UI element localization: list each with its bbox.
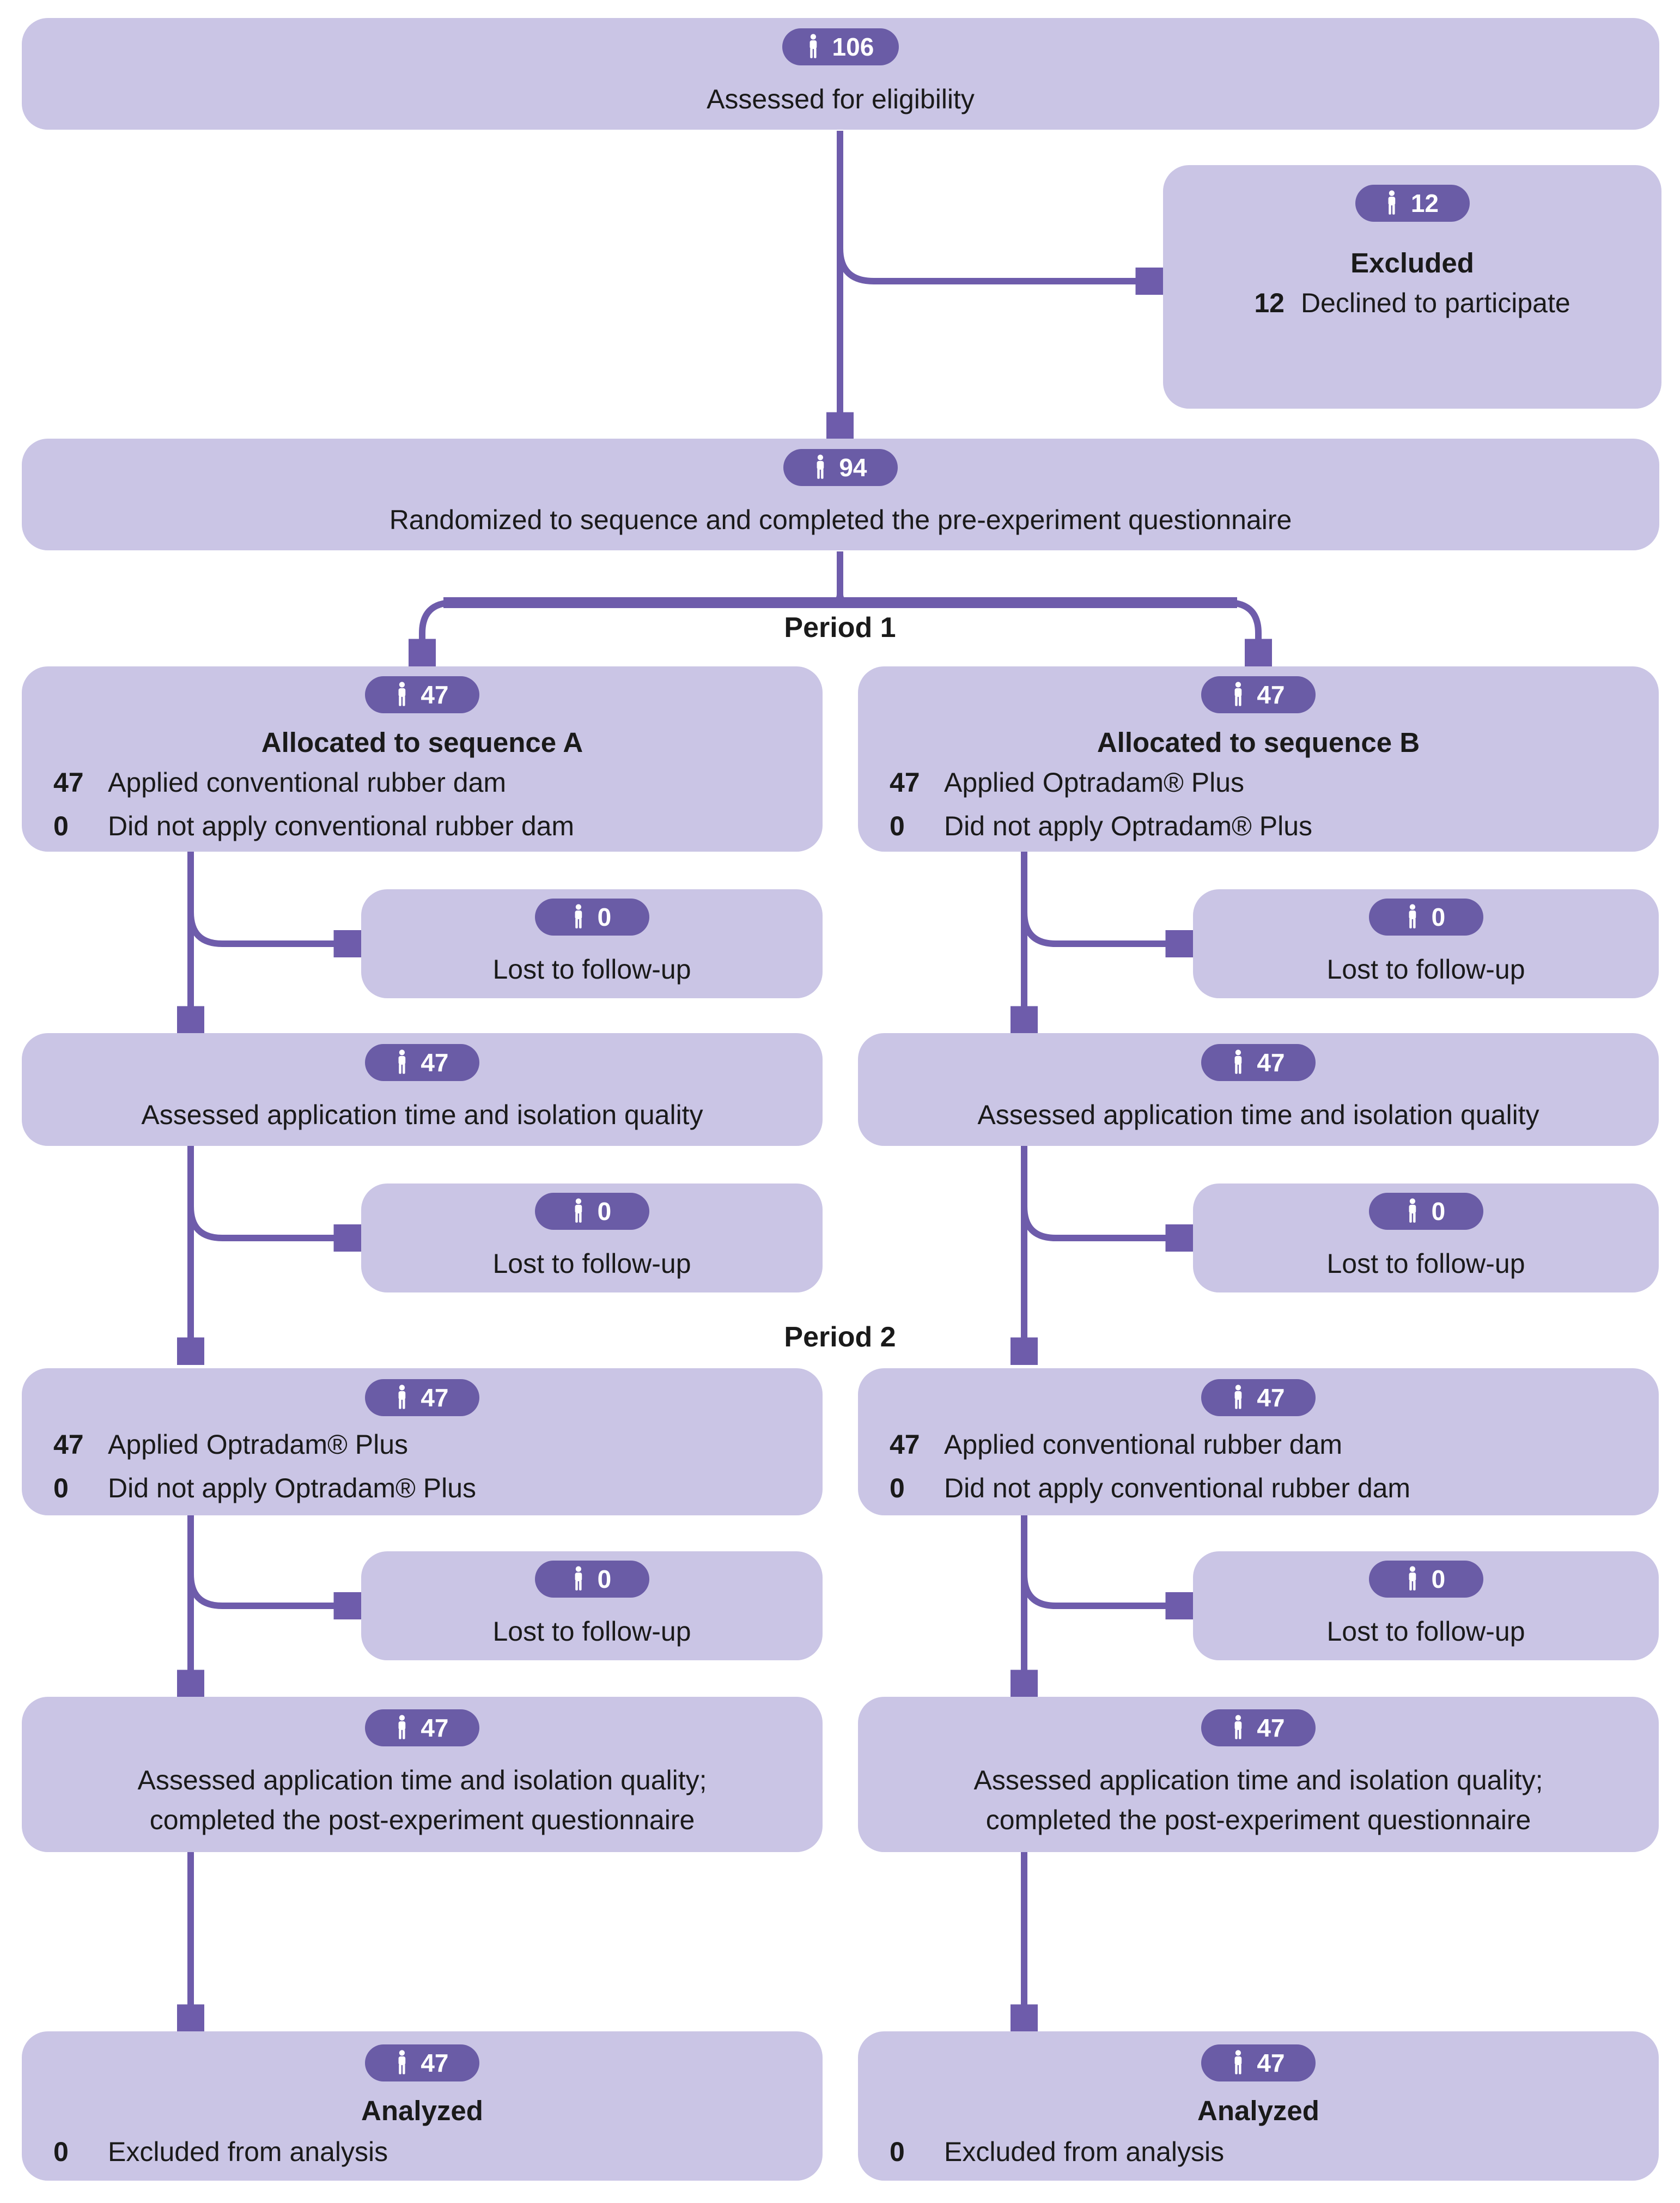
stat-text: Declined to participate bbox=[1300, 288, 1571, 318]
person-icon bbox=[396, 682, 408, 708]
stat-row bbox=[890, 1472, 1627, 1504]
count-badge bbox=[782, 28, 899, 65]
node-eligibility bbox=[22, 18, 1659, 130]
count-badge bbox=[535, 1193, 649, 1230]
arrow-branch-lostB2 bbox=[1024, 1206, 1185, 1238]
node-analyzed-a bbox=[22, 2031, 823, 2181]
stat-text: Excluded from analysis bbox=[108, 2136, 388, 2167]
node-post-experiment-a bbox=[22, 1697, 823, 1852]
arrow-branch-lostB1 bbox=[1024, 912, 1185, 944]
node-text: Lost to follow-up bbox=[492, 1616, 691, 1647]
stat-text: Excluded from analysis bbox=[944, 2136, 1225, 2167]
person-icon bbox=[1232, 682, 1244, 708]
node-text: Lost to follow-up bbox=[492, 1248, 691, 1279]
count-badge bbox=[365, 1379, 479, 1416]
arrow-branch-lostA2 bbox=[191, 1206, 353, 1238]
node-text bbox=[137, 1761, 707, 1840]
badge-count: 47 bbox=[1257, 1714, 1285, 1742]
node-assessed-b bbox=[858, 1033, 1659, 1146]
person-icon bbox=[396, 1715, 408, 1741]
badge-count: 47 bbox=[421, 1383, 449, 1412]
node-lost-followup-a3 bbox=[361, 1551, 823, 1660]
node-text: Assessed application time and isolation quality bbox=[977, 1100, 1539, 1131]
fork-arrow-left bbox=[422, 551, 840, 658]
person-icon bbox=[1232, 2050, 1244, 2076]
count-badge bbox=[365, 2044, 479, 2081]
stat-row bbox=[890, 766, 1627, 799]
node-lost-followup-b3 bbox=[1193, 1551, 1659, 1660]
badge-count: 0 bbox=[1431, 1564, 1446, 1593]
count-badge bbox=[365, 1044, 479, 1081]
stat-text: Applied conventional rubber dam bbox=[108, 767, 507, 798]
node-excluded bbox=[1163, 165, 1661, 409]
node-lost-followup-a1 bbox=[361, 889, 823, 998]
stat-text: Applied conventional rubber dam bbox=[944, 1429, 1343, 1460]
count-badge bbox=[1201, 1709, 1316, 1746]
arrow-branch-lostA3 bbox=[191, 1574, 353, 1606]
node-lost-followup-b1 bbox=[1193, 889, 1659, 998]
node-allocated-sequence-a bbox=[22, 666, 823, 852]
stat-row bbox=[53, 766, 791, 799]
node-title: Allocated to sequence A bbox=[261, 726, 583, 758]
count-badge bbox=[783, 449, 898, 486]
stat-number: 0 bbox=[890, 1473, 905, 1503]
person-icon bbox=[573, 1566, 585, 1592]
node-title: Analyzed bbox=[361, 2095, 483, 2126]
node-lost-followup-a2 bbox=[361, 1184, 823, 1292]
node-text: Assessed for eligibility bbox=[707, 84, 975, 115]
count-badge bbox=[535, 1561, 649, 1598]
node-title: Excluded bbox=[1350, 247, 1474, 278]
person-icon bbox=[1407, 1198, 1419, 1224]
stat-number: 0 bbox=[53, 2136, 69, 2167]
person-icon bbox=[814, 454, 826, 481]
arrow-branch-to-excluded bbox=[840, 248, 1155, 281]
badge-count: 0 bbox=[597, 902, 612, 931]
node-text-line1: Assessed application time and isolation quality; bbox=[137, 1765, 707, 1795]
count-badge bbox=[365, 1709, 479, 1746]
node-period2-a bbox=[22, 1368, 823, 1515]
count-badge bbox=[1355, 185, 1470, 222]
stat-number: 0 bbox=[53, 1473, 69, 1503]
count-badge bbox=[365, 676, 479, 713]
badge-count: 47 bbox=[1257, 1383, 1285, 1412]
count-badge bbox=[1201, 1044, 1316, 1081]
stat-text: Did not apply conventional rubber dam bbox=[944, 1473, 1411, 1503]
stat-number: 47 bbox=[53, 1429, 84, 1460]
count-badge bbox=[1201, 2044, 1316, 2081]
stat-row bbox=[890, 1428, 1627, 1461]
node-text bbox=[973, 1761, 1543, 1840]
badge-count: 47 bbox=[1257, 680, 1285, 709]
badge-count: 47 bbox=[421, 2048, 449, 2077]
person-icon bbox=[1232, 1715, 1244, 1741]
stat-text: Did not apply Optradam® Plus bbox=[944, 810, 1313, 841]
badge-count: 47 bbox=[421, 680, 449, 709]
stat-number: 12 bbox=[1254, 288, 1285, 318]
badge-count: 47 bbox=[1257, 1048, 1285, 1077]
node-analyzed-b bbox=[858, 2031, 1659, 2181]
badge-count: 0 bbox=[597, 1197, 612, 1225]
node-text: Lost to follow-up bbox=[492, 954, 691, 985]
node-text: Lost to follow-up bbox=[1326, 954, 1525, 985]
arrow-branch-lostA1 bbox=[191, 912, 353, 944]
count-badge bbox=[1369, 899, 1483, 936]
person-icon bbox=[1232, 1385, 1244, 1411]
period-2-label: Period 2 bbox=[784, 1321, 896, 1353]
node-text: Lost to follow-up bbox=[1326, 1616, 1525, 1647]
arrow-branch-lostB3 bbox=[1024, 1574, 1185, 1606]
node-title: Allocated to sequence B bbox=[1097, 726, 1420, 758]
node-text: Lost to follow-up bbox=[1326, 1248, 1525, 1279]
count-badge bbox=[1369, 1193, 1483, 1230]
badge-count: 47 bbox=[1257, 2048, 1285, 2077]
stat-row bbox=[1185, 287, 1640, 319]
badge-count: 47 bbox=[421, 1048, 449, 1077]
person-icon bbox=[1232, 1049, 1244, 1076]
badge-count: 47 bbox=[421, 1714, 449, 1742]
node-randomized bbox=[22, 439, 1659, 550]
node-text: Randomized to sequence and completed the pre-experiment questionnaire bbox=[389, 505, 1292, 536]
person-icon bbox=[807, 34, 819, 60]
badge-count: 0 bbox=[1431, 902, 1446, 931]
person-icon bbox=[573, 904, 585, 930]
node-text: Assessed application time and isolation quality bbox=[141, 1100, 703, 1131]
person-icon bbox=[1407, 904, 1419, 930]
stat-number: 47 bbox=[890, 1429, 920, 1460]
stat-number: 0 bbox=[890, 2136, 905, 2167]
count-badge bbox=[1369, 1561, 1483, 1598]
person-icon bbox=[396, 1049, 408, 1076]
stat-row bbox=[53, 810, 791, 842]
node-title: Analyzed bbox=[1197, 2095, 1319, 2126]
node-text-line2: completed the post-experiment questionnaire bbox=[985, 1804, 1531, 1835]
stat-number: 0 bbox=[53, 810, 69, 841]
node-text-line1: Assessed application time and isolation quality; bbox=[973, 1765, 1543, 1795]
stat-row bbox=[53, 1472, 791, 1504]
count-badge bbox=[535, 899, 649, 936]
stat-number: 0 bbox=[890, 810, 905, 841]
badge-count: 94 bbox=[839, 453, 867, 482]
stat-number: 47 bbox=[53, 767, 84, 798]
stat-text: Applied Optradam® Plus bbox=[108, 1429, 409, 1460]
stat-text: Applied Optradam® Plus bbox=[944, 767, 1245, 798]
stat-text: Did not apply Optradam® Plus bbox=[108, 1473, 477, 1503]
node-assessed-a bbox=[22, 1033, 823, 1146]
stat-row bbox=[890, 2135, 1627, 2168]
count-badge bbox=[1201, 676, 1316, 713]
stat-row bbox=[53, 1428, 791, 1461]
badge-count: 12 bbox=[1410, 189, 1439, 217]
node-post-experiment-b bbox=[858, 1697, 1659, 1852]
person-icon bbox=[396, 2050, 408, 2076]
fork-arrow-right bbox=[840, 551, 1258, 658]
badge-count: 0 bbox=[1431, 1197, 1446, 1225]
person-icon bbox=[1386, 190, 1398, 216]
count-badge bbox=[1201, 1379, 1316, 1416]
node-lost-followup-b2 bbox=[1193, 1184, 1659, 1292]
stat-number: 47 bbox=[890, 767, 920, 798]
node-period2-b bbox=[858, 1368, 1659, 1515]
badge-count: 0 bbox=[597, 1564, 612, 1593]
period-1-label: Period 1 bbox=[784, 612, 896, 644]
person-icon bbox=[1407, 1566, 1419, 1592]
person-icon bbox=[396, 1385, 408, 1411]
node-allocated-sequence-b bbox=[858, 666, 1659, 852]
person-icon bbox=[573, 1198, 585, 1224]
node-text-line2: completed the post-experiment questionnaire bbox=[149, 1804, 695, 1835]
stat-row bbox=[890, 810, 1627, 842]
stat-row bbox=[53, 2135, 791, 2168]
badge-count: 106 bbox=[832, 33, 874, 62]
stat-text: Did not apply conventional rubber dam bbox=[108, 810, 575, 841]
